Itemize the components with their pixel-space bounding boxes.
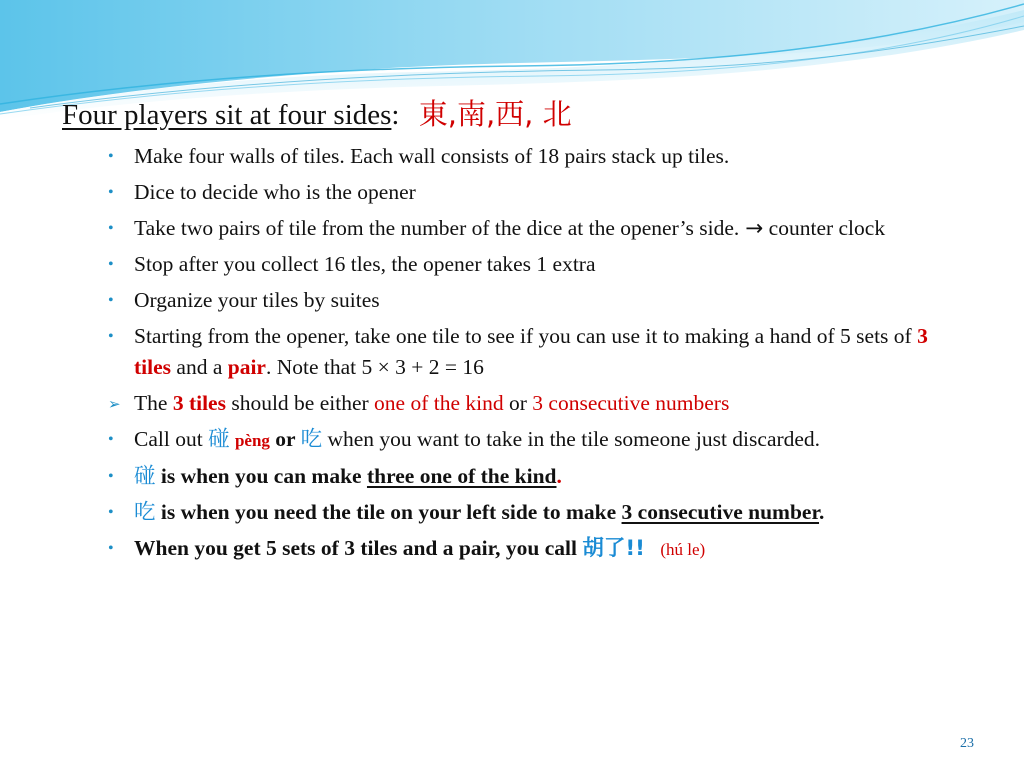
- bullet-dot-icon: •: [108, 540, 114, 557]
- highlight-pair: pair: [227, 355, 266, 379]
- chi-character: 吃: [134, 500, 156, 525]
- bullet-text-continued: counter clock: [768, 216, 886, 240]
- bullet-dot-icon: •: [108, 328, 114, 345]
- bullet-text: Take two pairs of tile from the number of the dice at the opener’s side.: [134, 216, 740, 240]
- highlight-3-tiles: 3 tiles: [134, 324, 928, 379]
- highlight-consecutive: 3 consecutive numbers: [532, 391, 730, 415]
- bullet-text: and a: [171, 355, 228, 379]
- highlight-3-tiles: 3 tiles: [172, 391, 226, 415]
- bullet-list: [108, 141, 948, 570]
- right-arrow-icon: →: [745, 216, 764, 241]
- bullet-item-walls: [108, 141, 948, 172]
- peng-character: 碰: [208, 427, 230, 452]
- bullet-text-or: or: [269, 427, 301, 451]
- bullet-text: Organize your tiles by suites: [134, 288, 380, 312]
- arrowhead-bullet-icon: ➢: [108, 395, 121, 413]
- slide-title: [62, 94, 572, 135]
- bullet-dot-icon: •: [108, 292, 114, 309]
- title-text: Four players sit at four sides: [62, 99, 392, 131]
- title-colon: :: [391, 99, 400, 131]
- bullet-dot-icon: •: [108, 431, 114, 448]
- period: .: [819, 500, 825, 524]
- bullet-text: . Note that 5 × 3 + 2 = 16: [265, 355, 484, 379]
- bullet-item-hule: [108, 533, 948, 565]
- bullet-dot-icon: •: [108, 220, 114, 237]
- bullet-dot-icon: •: [108, 184, 114, 201]
- bullet-dot-icon: •: [108, 256, 114, 273]
- bullet-dot-icon: •: [108, 504, 114, 521]
- chi-character: 吃: [300, 427, 323, 452]
- bullet-item-stop: [108, 249, 948, 280]
- bullet-text: Starting from the opener, take one tile to see if you can use it to making a hand of 5 sets of: [134, 324, 918, 348]
- bullet-text: Stop after you collect 16 tles, the opener takes 1 extra: [134, 252, 596, 276]
- bullet-text: should be either: [225, 391, 375, 415]
- bullet-dot-icon: •: [108, 468, 114, 485]
- bullet-text: When you get 5 sets of 3 tiles and a pair, you call: [134, 536, 583, 560]
- peng-character: 碰: [134, 464, 156, 489]
- highlight-one-of-kind: one of the kind: [374, 391, 504, 415]
- highlight-three-of-kind: three one of the kind: [366, 464, 557, 488]
- bullet-item-call-out: [108, 424, 948, 456]
- peng-pinyin: pèng: [234, 431, 270, 450]
- bullet-text: Make four walls of tiles. Each wall consists of 18 pairs stack up tiles.: [134, 144, 730, 168]
- bullet-item-three-tiles: [108, 388, 948, 419]
- bullet-text: is when you need the tile on your left side to make: [155, 500, 622, 524]
- bullet-dot-icon: •: [108, 148, 114, 165]
- bullet-text: or: [503, 391, 533, 415]
- hule-pinyin: (hú le): [660, 540, 706, 559]
- period-red: .: [556, 464, 562, 488]
- bullet-text: when you want to take in the tile someone just discarded.: [322, 427, 821, 451]
- bullet-item-organize: [108, 285, 948, 316]
- bullet-item-peng-def: [108, 461, 948, 492]
- bullet-text: is when you can make: [155, 464, 367, 488]
- page-number: 23: [960, 736, 974, 751]
- title-four-directions: 東,南,西, 北: [418, 97, 572, 131]
- bullet-text: The: [134, 391, 173, 415]
- bullet-text: Call out: [134, 427, 209, 451]
- bullet-text: Dice to decide who is the opener: [134, 180, 416, 204]
- bullet-item-dice: [108, 177, 948, 208]
- hule-characters: 胡了!!: [582, 536, 645, 561]
- bullet-item-starting: [108, 321, 948, 383]
- bullet-item-take-pairs: [108, 213, 948, 244]
- bullet-item-chi-def: [108, 497, 948, 528]
- highlight-consecutive-number: 3 consecutive number: [621, 500, 820, 524]
